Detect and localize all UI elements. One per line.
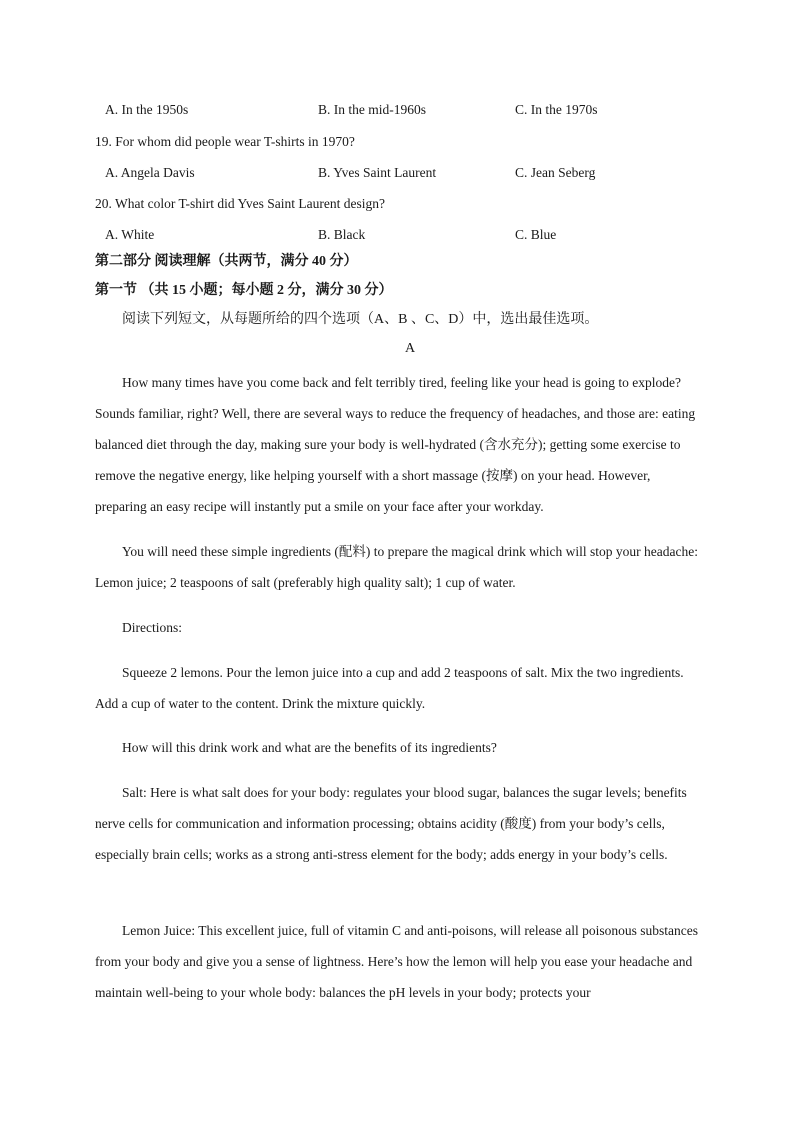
passage-paragraph-5: How will this drink work and what are the benefits of its ingredients? [122,740,497,755]
q19-question: 19. For whom did people wear T-shirts in 1970? [95,134,355,149]
q18-option-b: B. In the mid-1960s [318,102,426,117]
q19-option-b: B. Yves Saint Laurent [318,165,437,180]
q18-option-c: C. In the 1970s [515,102,598,117]
q20-question: 20. What color T-shirt did Yves Saint Laurent design? [95,196,385,211]
q19-option-c: C. Jean Seberg [515,165,596,180]
reading-instruction: 阅读下列短文，从每题所给的四个选项（A、B 、C、D）中，选出最佳选项。 [122,312,599,327]
q20-options [0,225,794,245]
q20-option-c: C. Blue [515,227,557,242]
passage-paragraph-2: You will need these simple ingredients (配料) to prepare the magical drink which will stop your headache: Lemon juice; 2 teaspoons of salt (preferably high quality salt); 1 cup of water. [95,544,698,590]
passage-paragraph-3: Directions: [122,620,182,635]
q20-option-a: A. White [105,227,155,242]
passage-paragraph-4: Squeeze 2 lemons. Pour the lemon juice into a cup and add 2 teaspoons of salt. Mix the two ingredients. Add a cup of water to the content. Drink the mixture quickly. [95,665,684,711]
q20-option-b: B. Black [318,227,366,242]
passage-paragraph-7: Lemon Juice: This excellent juice, full of vitamin C and anti-poisons, will release all poisonous substances from your body and give you a sense of lightness. Here’s how the lemon will help you ease your headache and maintain well-being to your whole body: balances the pH levels in your body; protects your [95,923,699,1000]
q18-option-a: A. In the 1950s [105,102,189,117]
passage-label: A [404,341,416,356]
section1-heading: 第一节 （共 15 小题；每小题 2 分，满分 30 分） [95,283,393,298]
passage-paragraph-6: Salt: Here is what salt does for your body: regulates your blood sugar, balances the sugar levels; benefits nerve cells for communication and information processing; obtains acidity (酸度) from your body’s cells, especially brain cells; works as a strong anti-stress element for the body; adds energy in your body’s cells. [95,785,687,862]
passage-paragraph-1: How many times have you come back and felt terribly tired, feeling like your head is going to explode? Sounds familiar, right? Well, there are several ways to reduce the frequency of headaches, and those are: eating balanced diet through the day, making sure your body is well-hydrated (含水充分); getting some exercise to remove the negative energy, like helping yourself with a short massage (按摩) on your head. However, preparing an easy recipe will instantly put a smile on your face after your workday. [95,375,696,514]
part2-heading: 第二部分 阅读理解（共两节，满分 40 分） [95,254,358,269]
q19-option-a: A. Angela Davis [105,165,195,180]
q19-options [0,163,794,183]
q18-options [0,100,794,120]
